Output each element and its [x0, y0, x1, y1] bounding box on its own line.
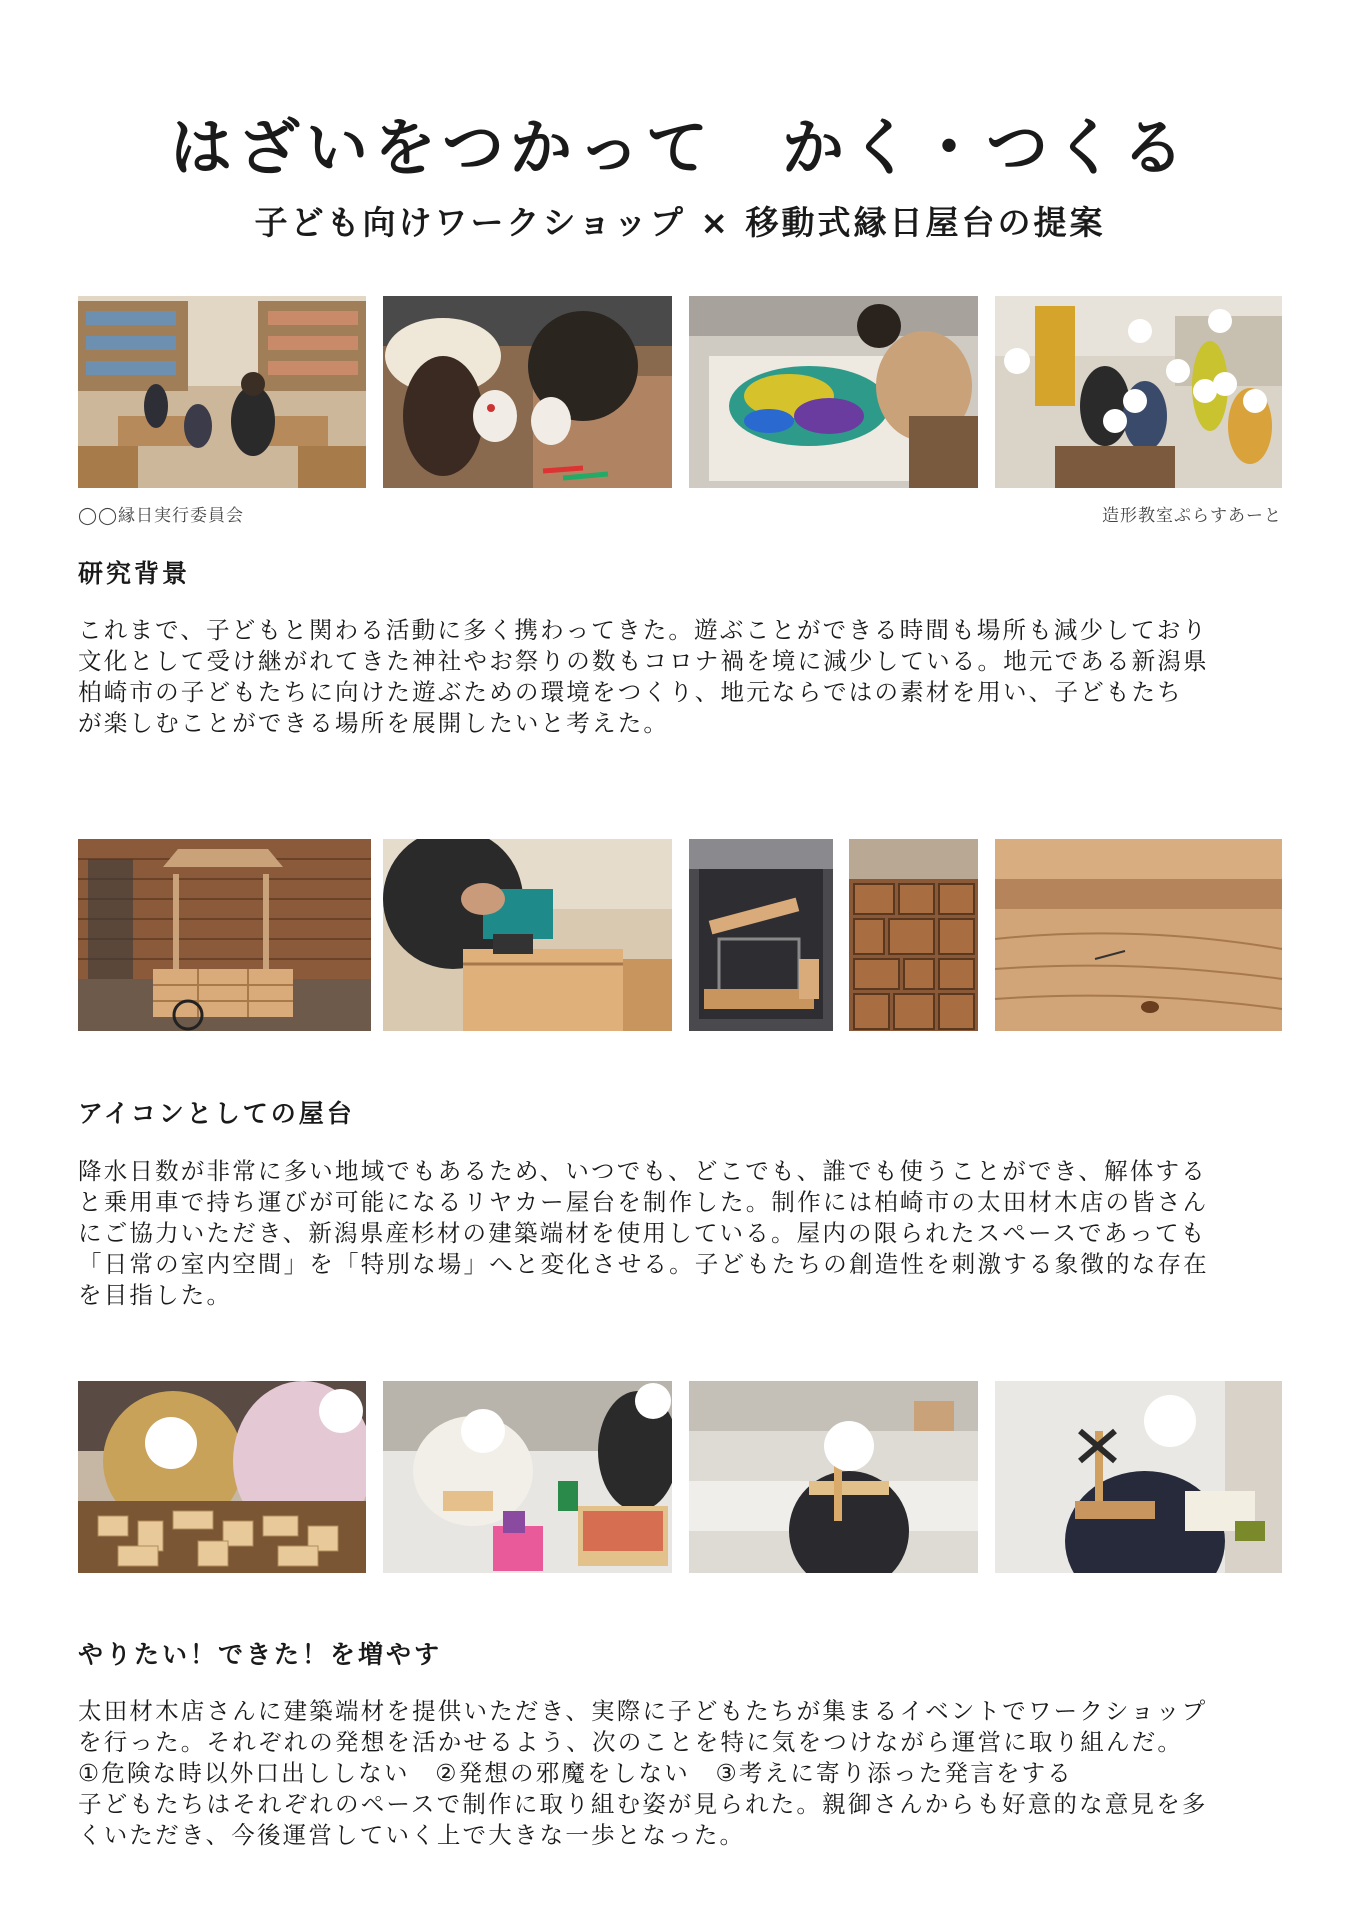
section1-body [78, 615, 1298, 739]
caption-right: 造形教室ぷらすあーと [1102, 506, 1282, 526]
page-title: はざいをつかって かく・つくる [169, 111, 1190, 184]
section1-heading: 研究背景 [78, 559, 191, 588]
section3-line: 太田材木店さんに建築端材を提供いただき、実際に子どもたちが集まるイベントでワークショップ [78, 1697, 1208, 1725]
photo-child-holding-craft [689, 1381, 978, 1573]
photo-car-trunk [689, 839, 833, 1031]
photo-gallery-cart [78, 839, 1282, 1031]
photo-jigsaw-cutting [383, 839, 672, 1031]
photo-wood-tiles [849, 839, 978, 1031]
section2-body [78, 1156, 1298, 1311]
photo-cedar-boards [995, 839, 1282, 1031]
section1-line: これまで、子どもと関わる活動に多く携わってきた。遊ぶことができる時間も場所も減少しており [78, 616, 1209, 644]
section2-line: にご協力いただき、新潟県産杉材の建築端材を使用している。屋内の限られたスペースであっても [78, 1219, 1207, 1247]
photo-child-with-sign [995, 1381, 1282, 1573]
photo-wooden-cart [78, 839, 371, 1031]
section2-line: 降水日数が非常に多い地域でもあるため、いつでも、どこでも、誰でも使うことができ、解体する [78, 1157, 1207, 1185]
photo-bookstore-event [78, 296, 366, 488]
section3-line: 子どもたちはそれぞれのペースで制作に取り組む姿が見られた。親御さんからも好意的な意見を多 [78, 1790, 1208, 1818]
photo-gallery-workshops [78, 296, 1282, 488]
section3-line: ①危険な時以外口出ししない ②発想の邪魔をしない ③考えに寄り添った発言をする [78, 1759, 1074, 1787]
section2-line: 「日常の室内空間」を「特別な場」へと変化させる。子どもたちの創造性を刺激する象徴的な存在 [78, 1250, 1209, 1278]
photo-wood-blocks-box [78, 1381, 366, 1573]
section3-heading: やりたい！できた！を増やす [78, 1640, 443, 1669]
photo-group-children [995, 296, 1282, 488]
section1-line: 柏崎市の子どもたちに向けた遊ぶための環境をつくり、地元ならではの素材を用い、子どもたち [78, 678, 1183, 706]
section2-line: を目指した。 [78, 1281, 233, 1309]
photo-child-building-blocks [383, 1381, 672, 1573]
section3-body [78, 1696, 1298, 1851]
photo-mask-painting [383, 296, 672, 488]
section3-line: くいただき、今後運営していく上で大きな一歩となった。 [78, 1821, 746, 1849]
section2-line: と乗用車で持ち運びが可能になるリヤカー屋台を制作した。制作には柏崎市の太田材木店の皆さん [78, 1188, 1209, 1216]
page-subtitle: 子ども向けワークショップ × 移動式縁日屋台の提案 [254, 203, 1106, 242]
photo-gallery-children-crafts [78, 1381, 1282, 1573]
photo-paint-splatter [689, 296, 978, 488]
section1-line: が楽しむことができる場所を展開したいと考えた。 [78, 709, 670, 737]
section2-heading: アイコンとしての屋台 [78, 1099, 355, 1128]
section1-line: 文化として受け継がれてきた神社やお祭りの数もコロナ禍を境に減少している。地元である新潟県 [78, 647, 1209, 675]
caption-left: ◯◯縁日実行委員会 [78, 506, 245, 526]
section3-line: を行った。それぞれの発想を活かせるよう、次のことを特に気をつけながら運営に取り組んだ。 [78, 1728, 1184, 1756]
